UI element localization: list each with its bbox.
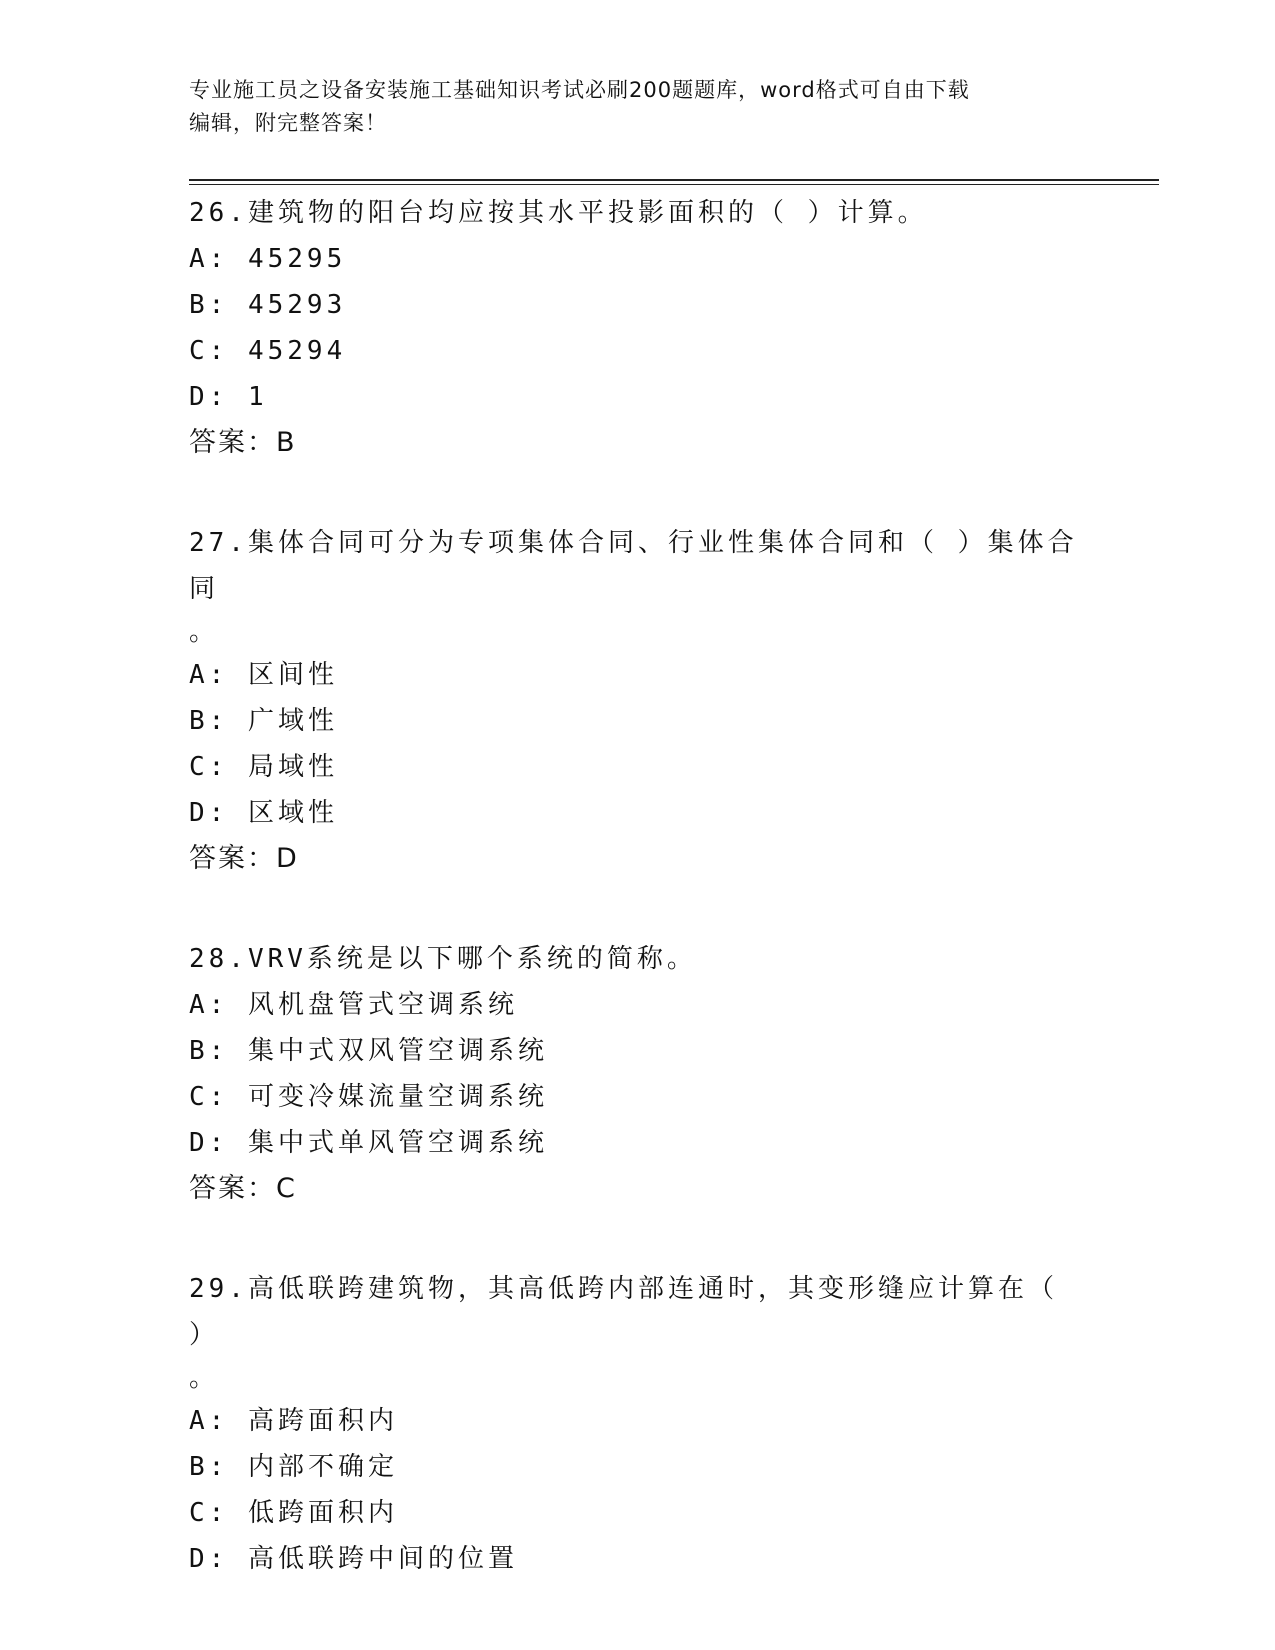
option-b: B: 45293 (189, 290, 347, 320)
header-line-1: 专业施工员之设备安装施工基础知识考试必刷200题题库，word格式可自由下载 (189, 78, 970, 102)
document-header (189, 74, 1089, 140)
question-text-continuation: 。 (189, 1363, 216, 1393)
option-d: D: 高低联跨中间的位置 (189, 1544, 518, 1574)
option-d: D: 1 (189, 382, 268, 412)
question-text: 28.VRV系统是以下哪个系统的简称。 (189, 944, 697, 974)
question-27 (189, 520, 1089, 882)
answer: 答案：B (189, 427, 297, 458)
option-c: C: 45294 (189, 336, 347, 366)
question-text-continuation: 。 (189, 617, 216, 647)
question-28 (189, 936, 1089, 1212)
question-text: 27.集体合同可分为专项集体合同、行业性集体合同和（ ）集体合同 (189, 528, 1078, 604)
option-a: A: 区间性 (189, 660, 338, 690)
option-a: A: 45295 (189, 244, 347, 274)
question-29 (189, 1266, 1089, 1582)
option-c: C: 可变冷媒流量空调系统 (189, 1082, 548, 1112)
question-text: 26.建筑物的阳台均应按其水平投影面积的（ ）计算。 (189, 198, 928, 228)
option-b: B: 集中式双风管空调系统 (189, 1036, 548, 1066)
option-a: A: 高跨面积内 (189, 1406, 398, 1436)
option-d: D: 区域性 (189, 798, 338, 828)
option-c: C: 局域性 (189, 752, 338, 782)
header-line-2: 编辑，附完整答案！ (189, 111, 387, 135)
question-26 (189, 190, 1089, 466)
option-a: A: 风机盘管式空调系统 (189, 990, 518, 1020)
question-list (189, 190, 1089, 1582)
answer: 答案：C (189, 1173, 297, 1204)
option-b: B: 内部不确定 (189, 1452, 398, 1482)
option-d: D: 集中式单风管空调系统 (189, 1128, 548, 1158)
header-divider-thick (189, 179, 1159, 181)
question-text: 29.高低联跨建筑物，其高低跨内部连通时，其变形缝应计算在（ ） (189, 1274, 1058, 1350)
header-divider-thin (189, 184, 1159, 185)
option-c: C: 低跨面积内 (189, 1498, 398, 1528)
option-b: B: 广域性 (189, 706, 338, 736)
answer: 答案：D (189, 843, 299, 874)
